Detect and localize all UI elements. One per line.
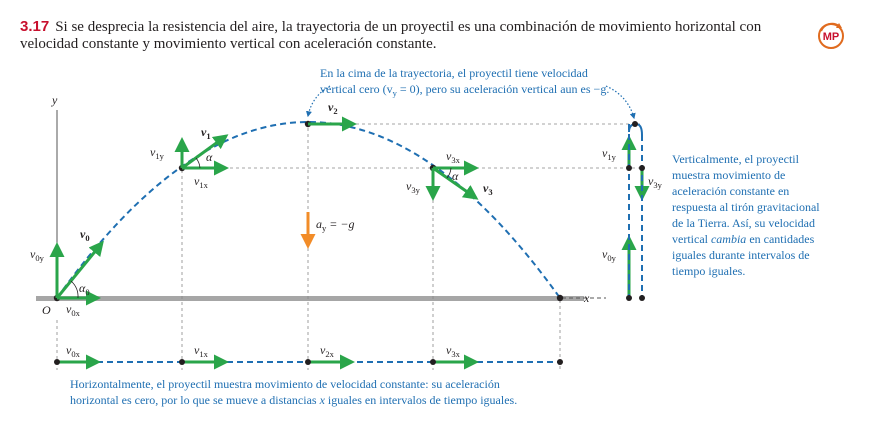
label-v1y: $v_{1y}$ [150,145,164,161]
label-v0: $v_0$ [80,227,90,243]
label-row-v2x: $v_{2x}$ [320,343,334,359]
svg-text:respuesta al tirón gravitacion: respuesta al tirón gravitacional [672,200,820,214]
figure-number: 3.17 [20,18,50,35]
label-v1x: $v_{1x}$ [194,174,208,190]
label-col-v1y: $v_{1y}$ [602,146,616,162]
svg-text:muestra movimiento de: muestra movimiento de [672,168,786,182]
y-axis-label: y [52,93,58,107]
svg-text:horizontal es cero, por lo que: horizontal es cero, por lo que se mueve a distancias x iguales en intervalos de tiempo iguales. [70,393,518,407]
bottom-note [70,377,517,407]
svg-text:vertical cero (vy = 0), pero: vertical cero $(v_y = 0)$, pero su aceleración vertical aun es −g. [320,82,610,98]
svg-text:de la Tierra. Así, su velocida: de la Tierra. Así, su velocidad [672,216,815,230]
vy-column [626,121,645,301]
velocity-vectors [57,124,642,298]
label-alpha0: $\alpha_0$ [79,281,90,297]
label-row-v3x: $v_{3x}$ [446,343,460,359]
svg-text:iguales durante intervalos de: iguales durante intervalos de [672,248,810,262]
svg-text:tiempo iguales.: tiempo iguales. [672,264,746,278]
vector-labels [30,100,663,359]
caption-text: Si se desprecia la resistencia del aire, la trayectoria de un proyectil es una combinación de movimiento horizontal con velocidad constante y movimiento vertical con aceleración constante. [20,19,762,52]
svg-text:vertical cambia en cantidades: vertical cambia en cantidades [672,232,815,246]
svg-text:Verticalmente, el proyectil: Verticalmente, el proyectil [672,152,799,166]
vx-row [54,359,563,365]
label-v2: $v_2$ [328,100,338,116]
label-alpha1: α [206,150,213,164]
svg-text:aceleración constante en: aceleración constante en [672,184,790,198]
label-accel: $a_y = -g$ [316,217,355,233]
v1-vector [182,136,226,168]
alpha0-arc [71,281,78,298]
svg-text:Horizontalmente, el proyectil: Horizontalmente, el proyectil muestra movimiento de velocidad constante: su aceleración [70,377,500,391]
label-v3x: $v_{3x}$ [446,149,460,165]
right-note [672,152,820,278]
label-col-v3y: $v_{3y}$ [648,174,662,190]
x-axis-label: x [584,291,590,305]
label-v3y: $v_{3y}$ [406,179,420,195]
label-row-v0x: $v_{0x}$ [66,343,80,359]
label-alpha3: α [452,169,459,183]
top-note-pointer-right [606,86,634,118]
label-v0y: $v_{0y}$ [30,247,44,263]
top-note [320,66,609,98]
horizontal-guides [182,124,640,168]
label-v3: $v_3$ [483,181,493,197]
label-v0x: $v_{0x}$ [66,302,80,318]
label-col-v0y: $v_{0y}$ [602,247,616,263]
origin-label: O [42,303,51,317]
label-v1: $v_1$ [201,125,211,141]
mp-badge-label: MP [822,31,840,43]
label-row-v1x: $v_{1x}$ [194,343,208,359]
svg-text:En la cima de la trayectoria,: En la cima de la trayectoria, el proyectil tiene velocidad [320,66,588,80]
ground-strip [36,296,584,301]
trajectory-path [57,122,560,298]
